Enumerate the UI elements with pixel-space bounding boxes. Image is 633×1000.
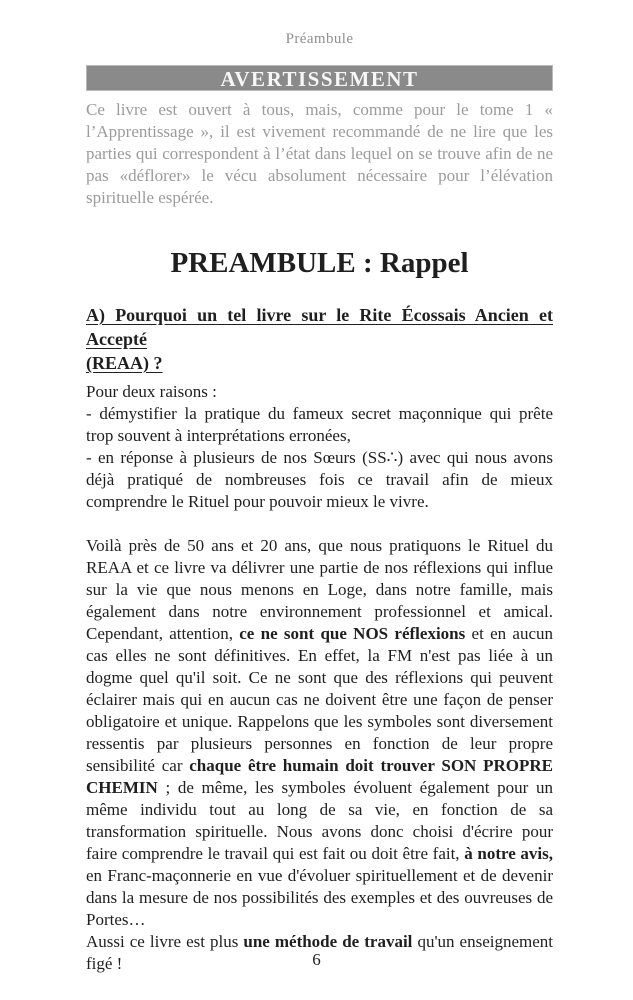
bold-text-run: chaque être humain doit trouver SON PROPRE CHEMIN	[86, 756, 553, 797]
text-run: en Franc-maçonnerie en vue d'évoluer spirituellement et de devenir dans la mesure de nos possibilités des exemples et des ouvreuses de Portes…	[86, 866, 553, 929]
paragraph	[86, 447, 553, 513]
text-run: et en aucun cas elles ne sont définitives. En effet, la FM n'est pas liée à un dogme quel qu'il soit. Ce ne sont que des réflexions qui peuvent éclairer mais qui en aucun cas ne doivent être une façon de penser obligatoire et unique. Rappelons que les symboles sont diversement ressentis par plusieurs personnes en fonction de leur propre sensibilité car	[86, 624, 554, 775]
bold-text-run: ce ne sont que NOS réflexions	[239, 624, 466, 643]
bold-text-run: une méthode de travail	[243, 932, 413, 951]
text-run: Aussi ce livre est plus	[86, 932, 244, 951]
section-heading-line	[86, 303, 553, 351]
running-header: Préambule	[285, 31, 354, 47]
warning-paragraph: Ce livre est ouvert à tous, mais, comme pour le tome 1 « l’Apprentissage », il est vivement recommandé de ne lire que les parties qui correspondent à l’état dans lequel on se trouve afin de ne pas «déflorer» le vécu absolument nécessaire pour l’élévation spirituelle espérée.	[86, 100, 553, 207]
text-run: qu'un enseignement figé !	[86, 932, 554, 973]
body-paragraphs	[86, 381, 553, 975]
section-heading	[86, 303, 553, 375]
text-run: - en réponse à plusieurs de nos Sœurs (SS∴) avec qui nous avons déjà pratiqué de nombreuses fois ce travail afin de mieux comprendre le Rituel pour pouvoir mieux le vivre.	[86, 448, 553, 511]
warning-banner: AVERTISSEMENT	[86, 65, 553, 91]
text-run: Pour deux raisons :	[86, 382, 217, 401]
underlined-text: A) Pourquoi un tel livre sur le Rite Écossais Ancien et Accepté	[86, 305, 553, 349]
text-run: ; de même, les symboles évoluent également pour un même individu tout au long de sa vie, en fonction de sa transformation spirituelle. Nous avons donc choisi d'écrire pour faire comprendre le travail qui est fait ou doit être fait,	[86, 778, 553, 863]
text-run: Voilà près de 50 ans et 20 ans, que nous pratiquons le Rituel du REAA et ce livre va délivrer une partie de nos réflexions qui influe sur la vie que nous menons en Loge, dans notre famille, mais également dans notre environnement professionnel et amical. Cependant, attention,	[86, 536, 553, 643]
paragraph	[86, 403, 553, 447]
bold-text-run: à notre avis,	[464, 844, 554, 863]
underlined-text: (REAA) ?	[86, 353, 163, 373]
paragraph	[86, 381, 553, 403]
page-title: PREAMBULE : Rappel	[170, 247, 469, 279]
text-run: - démystifier la pratique du fameux secret maçonnique qui prête trop souvent à interprétations erronées,	[86, 404, 553, 445]
section-heading-line	[86, 351, 553, 375]
paragraph	[86, 535, 553, 931]
page-number: 6	[312, 950, 321, 969]
